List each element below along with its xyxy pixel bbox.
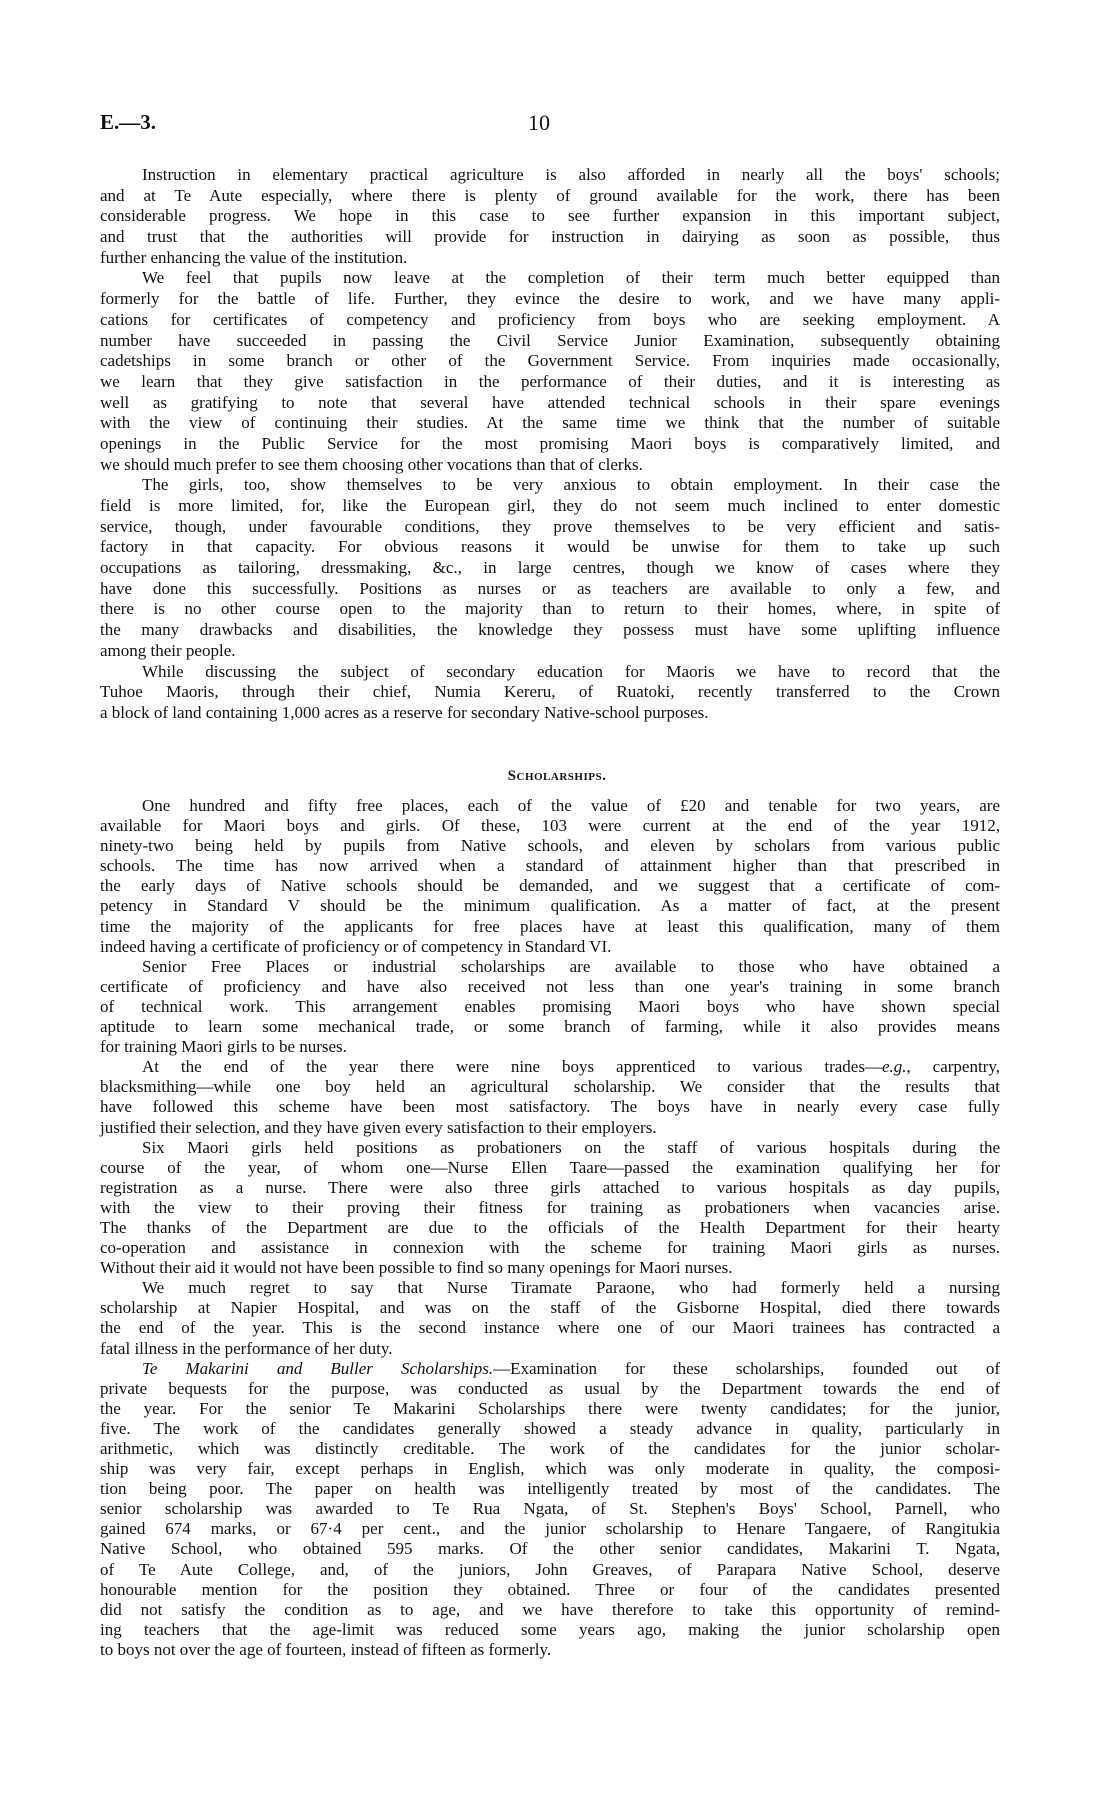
- text-line: blacksmithing—while one boy held an agricultural scholarship. We consider that the results that: [100, 1077, 1000, 1097]
- text-line: Without their aid it would not have been possible to find so many openings for Maori nurses.: [100, 1258, 733, 1278]
- text-line: openings in the Public Service for the most promising Maori boys is comparatively limited, and: [100, 433, 1000, 453]
- section-heading-scholarships: Scholarships.: [507, 768, 607, 784]
- text-line: with the view of continuing their studies. At the same time we think that the number of suitable: [100, 413, 1000, 433]
- text-line: a block of land containing 1,000 acres as a reserve for secondary Native-school purposes.: [100, 702, 709, 722]
- text-line: have followed this scheme have been most satisfactory. The boys have in nearly every case fully: [100, 1097, 1000, 1117]
- text-line: considerable progress. We hope in this case to see further expansion in this important subject,: [100, 206, 1000, 226]
- paragraph: [100, 957, 1000, 1057]
- text-line: with the view to their proving their fitness for training as probationers when vacancies arise.: [100, 1197, 1000, 1217]
- text-line: registration as a nurse. There were also three girls attached to various hospitals as day pupils,: [100, 1177, 1000, 1197]
- text-line: justified their selection, and they have given every satisfaction to their employers.: [100, 1117, 657, 1137]
- text-line: of technical work. This arrangement enables promising Maori boys who have shown special: [100, 996, 1000, 1016]
- paragraph: [100, 268, 1000, 475]
- text-line: arithmetic, which was distinctly creditable. The work of the candidates for the junior scholar-: [100, 1439, 1000, 1458]
- text-line: Senior Free Places or industrial scholarships are available to those who have obtained a: [142, 956, 1000, 976]
- paragraph: [100, 1057, 1000, 1137]
- text-line: the early days of Native schools should be demanded, and we suggest that a certificate of com-: [100, 876, 1000, 896]
- text-line: schools. The time has now arrived when a standard of attainment higher than that prescribed in: [100, 856, 1000, 876]
- text-line: further enhancing the value of the institution.: [100, 247, 408, 267]
- paragraph: [100, 1278, 1000, 1358]
- text-line: and at Te Aute especially, where there is plenty of ground available for the work, there has been: [100, 185, 1000, 205]
- text-line: formerly for the battle of life. Further, they evince the desire to work, and we have many appli-: [100, 289, 1000, 309]
- text-line: [100, 1057, 1000, 1077]
- text-line: have done this successfully. Positions as nurses or as teachers are available to only a few, and: [100, 578, 1000, 598]
- document-code: E.—3.: [100, 110, 157, 134]
- text-line: the end of the year. This is the second instance where one of our Maori trainees has contracted a: [100, 1318, 1000, 1338]
- text-line: The girls, too, show themselves to be very anxious to obtain employment. In their case the: [142, 475, 1000, 495]
- text-line: well as gratifying to note that several have attended technical schools in their spare evenings: [100, 392, 1000, 412]
- text-line: [100, 1359, 1000, 1379]
- paragraph: [100, 662, 1000, 724]
- text-line: certificate of proficiency and have also received not less than one year's training in some branch: [100, 976, 1000, 996]
- text-line: the many drawbacks and disabilities, the knowledge they possess must have some uplifting influence: [100, 620, 1000, 640]
- text-line: gained 674 marks, or 67·4 per cent., and the junior scholarship to Henare Tangaere, of Rangitukia: [100, 1519, 1000, 1539]
- text-line: number have succeeded in passing the Civil Service Junior Examination, subsequently obtaining: [100, 330, 1000, 350]
- text-line: fatal illness in the performance of her duty.: [100, 1338, 393, 1358]
- text-line: cadetships in some branch or other of the Government Service. From inquiries made occasionally,: [100, 351, 1000, 371]
- text-line: the year. For the senior Te Makarini Scholarships there were twenty candidates; for the junior,: [100, 1398, 1000, 1418]
- text-line: five. The work of the candidates generally showed a steady advance in quality, particularly in: [100, 1418, 1000, 1438]
- text-line: we should much prefer to see them choosing other vocations than that of clerks.: [100, 454, 643, 474]
- text-line: time the majority of the applicants for free places have at least this qualification, many of them: [100, 916, 1000, 936]
- text-line: aptitude to learn some mechanical trade, or some branch of farming, while it also provides means: [100, 1017, 1000, 1037]
- text-line: did not satisfy the condition as to age, and we have therefore to take this opportunity of remind-: [100, 1599, 1000, 1619]
- paragraph: [100, 165, 1000, 268]
- text-line: there is no other course open to the majority than to return to their homes, where, in spite of: [100, 599, 1000, 619]
- text-line: to boys not over the age of fourteen, instead of fifteen as formerly.: [100, 1639, 552, 1659]
- text-line: One hundred and fifty free places, each of the value of £20 and tenable for two years, are: [142, 796, 1000, 815]
- text-line: tion being poor. The paper on health was intelligently treated by most of the candidates. The: [100, 1479, 1000, 1499]
- text-line: among their people.: [100, 640, 236, 660]
- paragraph: [100, 1138, 1000, 1279]
- section-scholarships: [100, 796, 1000, 1660]
- text-line: available for Maori boys and girls. Of these, 103 were current at the end of the year 1912,: [100, 816, 1000, 836]
- text-line: ing teachers that the age-limit was reduced some years ago, making the junior scholarship open: [100, 1619, 1000, 1639]
- text-segment: —Examination for these scholarships, founded out of: [493, 1358, 1000, 1378]
- text-segment: , carpentry,: [906, 1057, 1000, 1077]
- text-line: field is more limited, for, like the European girl, they do not seem much inclined to enter domestic: [100, 496, 1000, 515]
- text-line: We feel that pupils now leave at the completion of their term much better equipped than: [142, 268, 1000, 288]
- text-line: and trust that the authorities will provide for instruction in dairying as soon as possible, thus: [100, 227, 1000, 247]
- text-segment: At the end of the year there were nine boys apprenticed to various trades—: [142, 1057, 882, 1077]
- text-line: The thanks of the Department are due to the officials of the Health Department for their hearty: [100, 1217, 1000, 1237]
- italic-text: e.g.: [881, 1057, 907, 1077]
- text-line: Six Maori girls held positions as probationers on the staff of various hospitals during the: [142, 1137, 1000, 1157]
- text-line: Native School, who obtained 595 marks. Of the other senior candidates, Makarini T. Ngata,: [100, 1539, 1000, 1559]
- text-line: Tuhoe Maoris, through their chief, Numia Kereru, of Ruatoki, recently transferred to the Crown: [100, 682, 1000, 702]
- text-line: of Te Aute College, and, of the juniors, John Greaves, of Parapara Native School, deserve: [100, 1559, 1000, 1579]
- paragraph: [100, 1359, 1000, 1660]
- text-line: ship was very fair, except perhaps in English, which was only moderate in quality, the composi-: [100, 1459, 1000, 1479]
- text-line: private bequests for the purpose, was conducted as usual by the Department towards the end of: [100, 1378, 1000, 1398]
- text-line: petency in Standard V should be the minimum qualification. As a matter of fact, at the present: [100, 896, 1000, 916]
- text-line: While discussing the subject of secondary education for Maoris we have to record that the: [142, 661, 1000, 681]
- text-line: cations for certificates of competency and proficiency from boys who are seeking employment. A: [100, 309, 1000, 329]
- paragraph: [100, 796, 1000, 957]
- text-line: co-operation and assistance in connexion with the scheme for training Maori girls as nurses.: [100, 1238, 1000, 1258]
- text-line: we learn that they give satisfaction in the performance of their duties, and it is interesting as: [100, 371, 1000, 391]
- text-line: occupations as tailoring, dressmaking, &c., in large centres, though we know of cases where they: [100, 558, 1000, 578]
- section-secondary-education: [100, 165, 1000, 724]
- text-line: factory in that capacity. For obvious reasons it would be unwise for them to take up such: [100, 537, 1000, 557]
- text-line: service, though, under favourable conditions, they prove themselves to be very efficient and satis-: [100, 516, 1000, 536]
- text-line: We much regret to say that Nurse Tiramate Paraone, who had formerly held a nursing: [142, 1278, 1000, 1298]
- paragraph: [100, 475, 1000, 661]
- text-line: course of the year, of whom one—Nurse Ellen Taare—passed the examination qualifying her for: [100, 1157, 1000, 1177]
- text-line: ninety-two being held by pupils from Native schools, and eleven by scholars from various public: [100, 836, 1000, 856]
- text-line: indeed having a certificate of proficiency or of competency in Standard VI.: [100, 936, 612, 956]
- text-line: Instruction in elementary practical agriculture is also afforded in nearly all the boys' schools;: [142, 165, 1000, 184]
- italic-text: Te Makarini and Buller Scholarships.: [142, 1358, 494, 1378]
- text-line: for training Maori girls to be nurses.: [100, 1037, 347, 1057]
- page-number: 10: [528, 110, 550, 135]
- text-line: senior scholarship was awarded to Te Rua Ngata, of St. Stephen's Boys' School, Parnell, who: [100, 1499, 1000, 1519]
- text-line: scholarship at Napier Hospital, and was on the staff of the Gisborne Hospital, died there towards: [100, 1298, 1000, 1318]
- text-line: honourable mention for the position they obtained. Three or four of the candidates presented: [100, 1579, 1000, 1599]
